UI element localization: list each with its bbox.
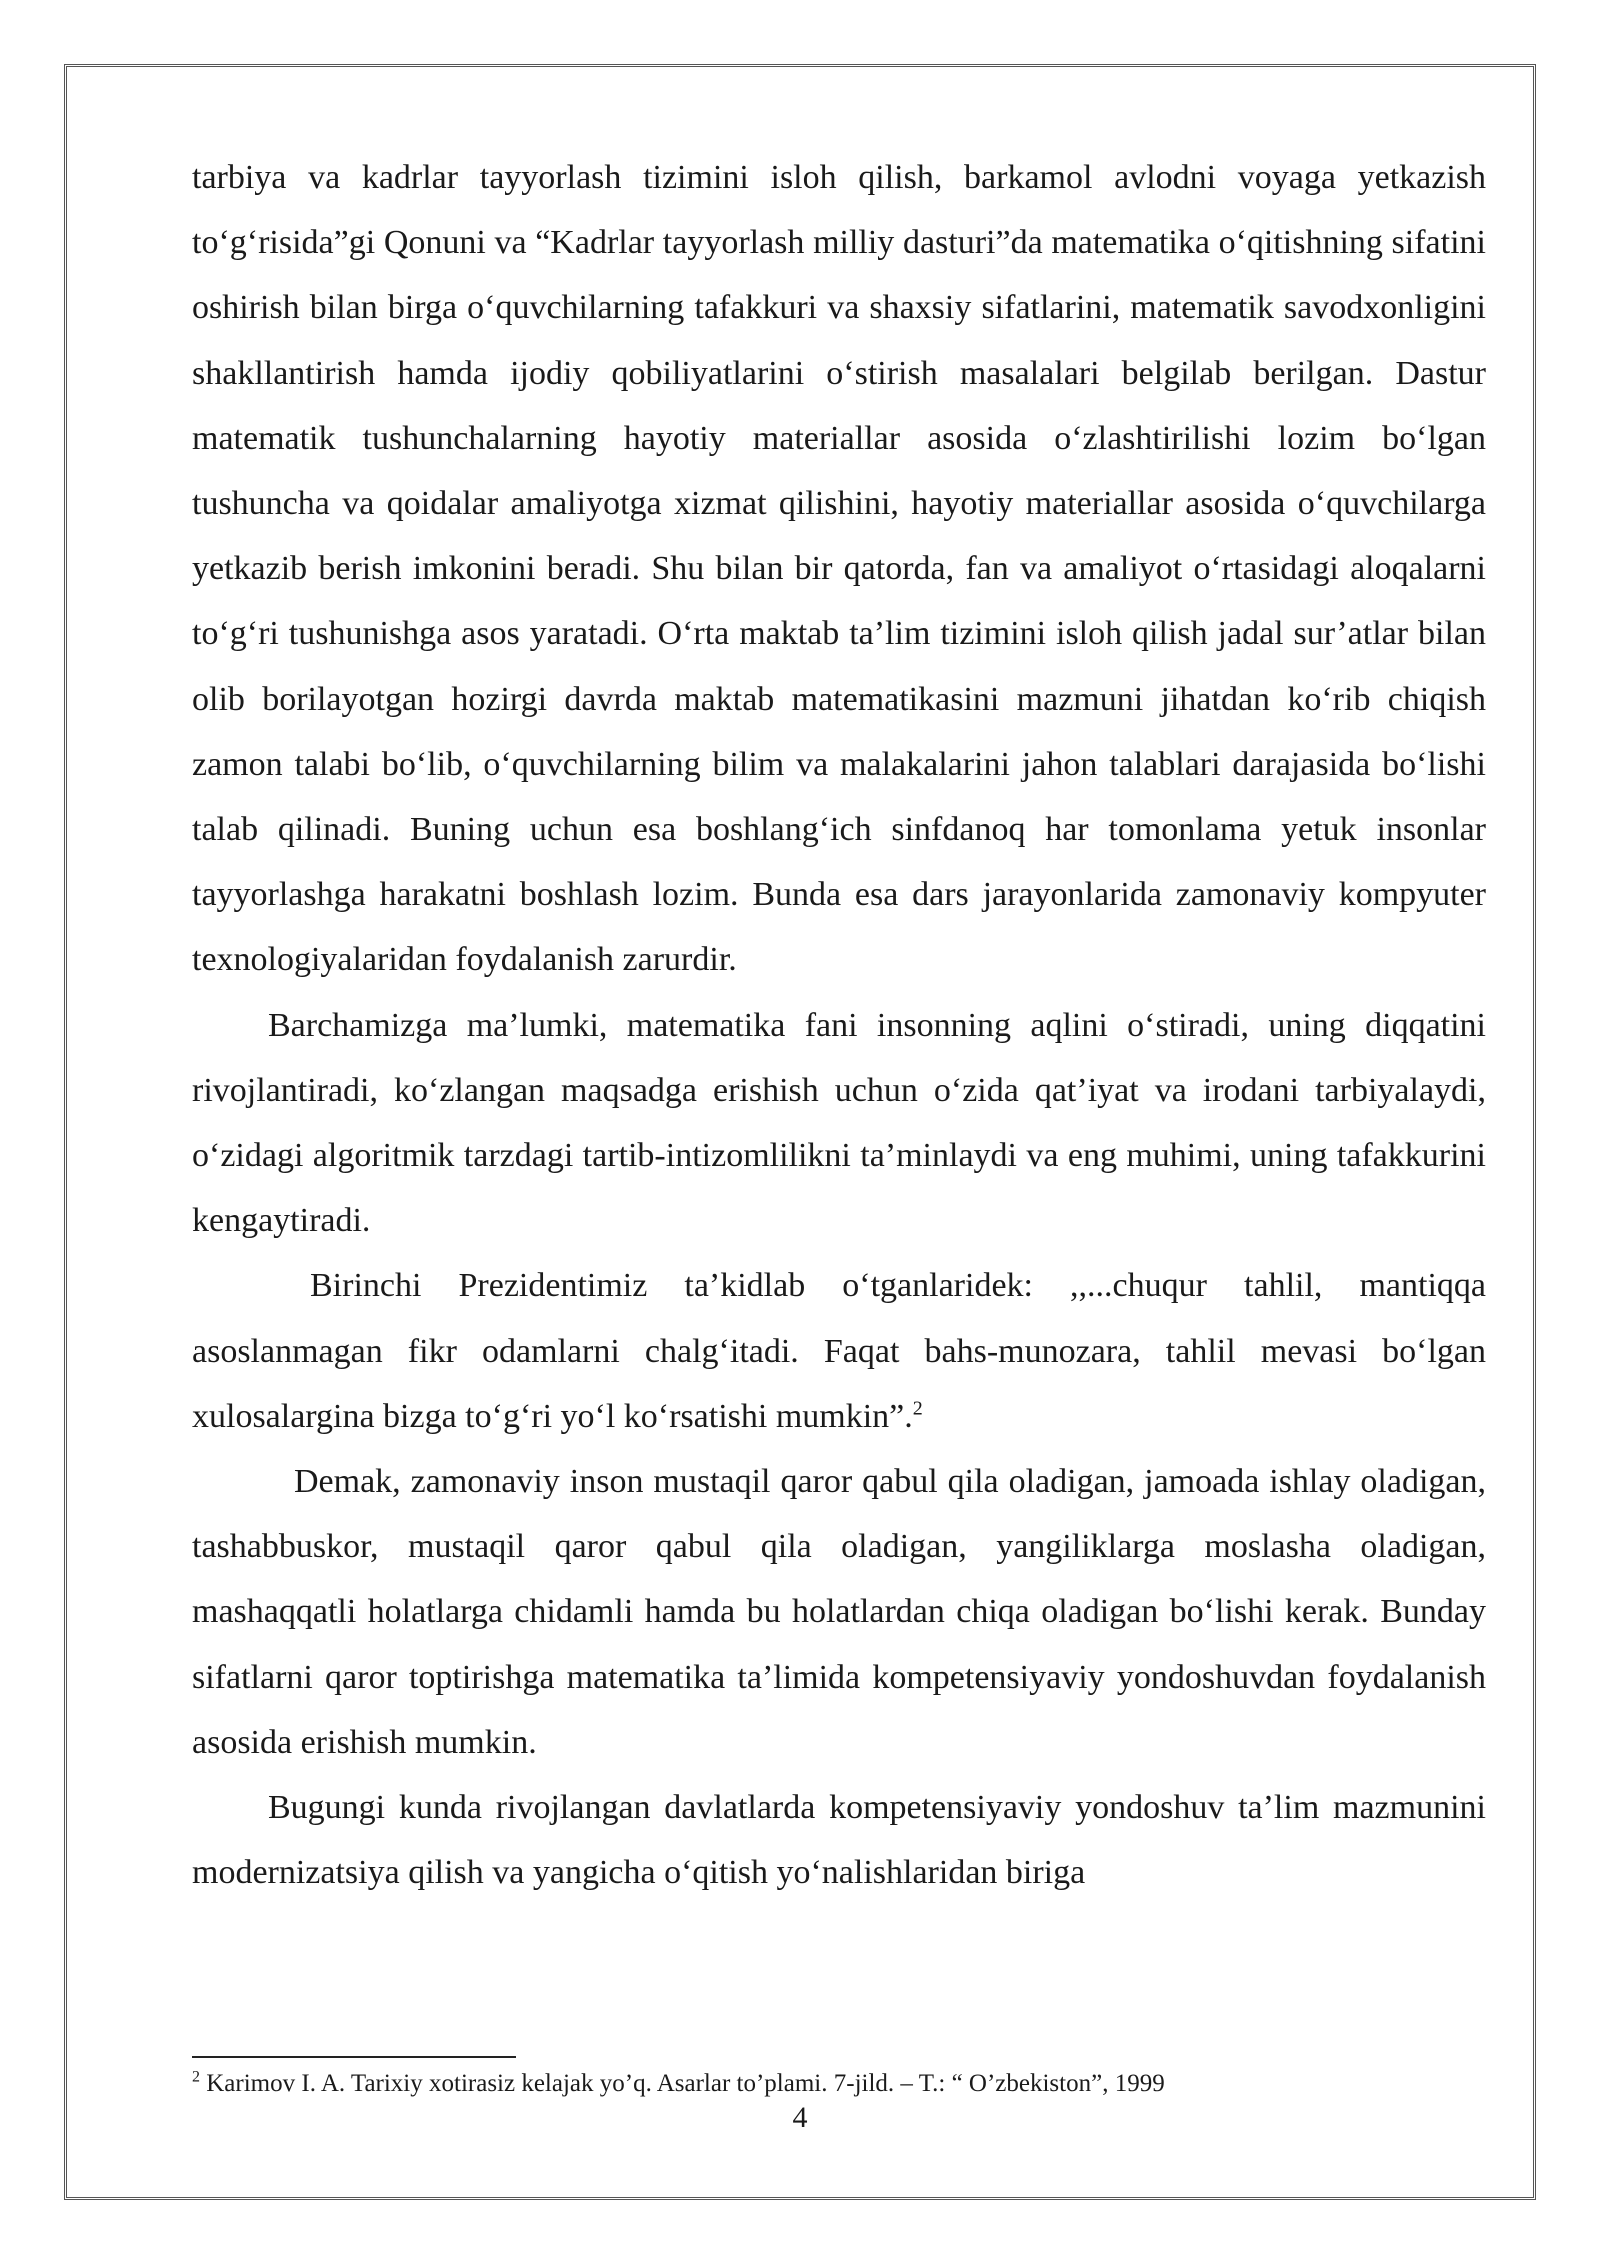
paragraph-4: Demak, zamonaviy inson mustaqil qaror qabul qila oladigan, jamoada ishlay oladigan, tashabbuskor, mustaqil qaror qabul qila oladigan, yangiliklarga moslasha oladigan, mashaqqatli holatlarga chidamli hamda bu holatlardan chiqa oladigan bo‘lishi kerak. Bunday sifatlarni qaror toptirishga matematika ta’limida kompetensiyaviy yondoshuvdan foydalanish asosida erishish mumkin. xyxy=(192,1463,1486,1761)
footnote xyxy=(192,2068,1486,2100)
paragraph-5: Bugungi kunda rivojlangan davlatlarda kompetensiyaviy yondoshuv ta’lim mazmunini modernizatsiya qilish va yangicha o‘qitish yo‘nalishlaridan biriga xyxy=(192,1789,1486,1892)
page-number: 4 xyxy=(792,2101,808,2134)
footnote-text: Karimov I. A. Tarixiy xotirasiz kelajak yo’q. Asarlar to’plami. 7-jild. – T.: “ O’zbekiston”, 1999 xyxy=(200,2070,1165,2097)
paragraph-3-text: Birinchi Prezidentimiz ta’kidlab o‘tganlaridek: ,,...chuqur tahlil, mantiqqa asoslanmagan fikr odamlarni chalg‘itadi. Faqat bahs-munozara, tahlil mevasi bo‘lgan xulosalargina bizga to‘g‘ri yo‘l ko‘rsatishi mumkin”. xyxy=(192,1267,1486,1435)
paragraph-1: tarbiya va kadrlar tayyorlash tizimini isloh qilish, barkamol avlodni voyaga yetkazish to‘g‘risida”gi Qonuni va “Kadrlar tayyorlash milliy dasturi”da matematika o‘qitishning sifatini oshirish bilan birga o‘quvchilarning tafakkuri va shaxsiy sifatlarini, matematik savodxonligini shakllantirish hamda ijodiy qobiliyatlarini o‘stirish masalalari belgilab berilgan. Dastur matematik tushunchalarning hayotiy materiallar asosida o‘zlashtirilishi lozim bo‘lgan tushuncha va qoidalar amaliyotga xizmat qilishini, hayotiy materiallar asosida o‘quvchilarga yetkazib berish imkonini beradi. Shu bilan bir qatorda, fan va amaliyot o‘rtasidagi aloqalarni to‘g‘ri tushunishga asos yaratadi. O‘rta maktab ta’lim tizimini isloh qilish jadal sur’atlar bilan olib borilayotgan hozirgi davrda maktab matematikasini mazmuni jihatdan ko‘rib chiqish zamon talabi bo‘lib, o‘quvchilarning bilim va malakalarini jahon talablari darajasida bo‘lishi talab qilinadi. Buning uchun esa boshlang‘ich sinfdanoq har tomonlama yetuk insonlar tayyorlashga harakatni boshlash lozim. Bunda esa dars jarayonlarida zamonaviy kompyuter texnologiyalaridan foydalanish zarurdir. xyxy=(192,159,1486,979)
footnote-marker: 2 xyxy=(192,2068,200,2086)
footnote-separator xyxy=(192,2056,516,2058)
paragraph-3 xyxy=(192,1253,1486,1449)
footnote-reference[interactable]: 2 xyxy=(912,1397,923,1420)
paragraph-2: Barchamizga ma’lumki, matematika fani insonning aqlini o‘stiradi, uning diqqatini rivojlantiradi, ko‘zlangan maqsadga erishish uchun o‘zida qat’iyat va irodani tarbiyalaydi, o‘zidagi algoritmik tarzdagi tartib-intizomlilikni ta’minlaydi va eng muhimi, uning tafakkurini kengaytiradi. xyxy=(192,1006,1486,1240)
body-text xyxy=(192,145,1486,1905)
